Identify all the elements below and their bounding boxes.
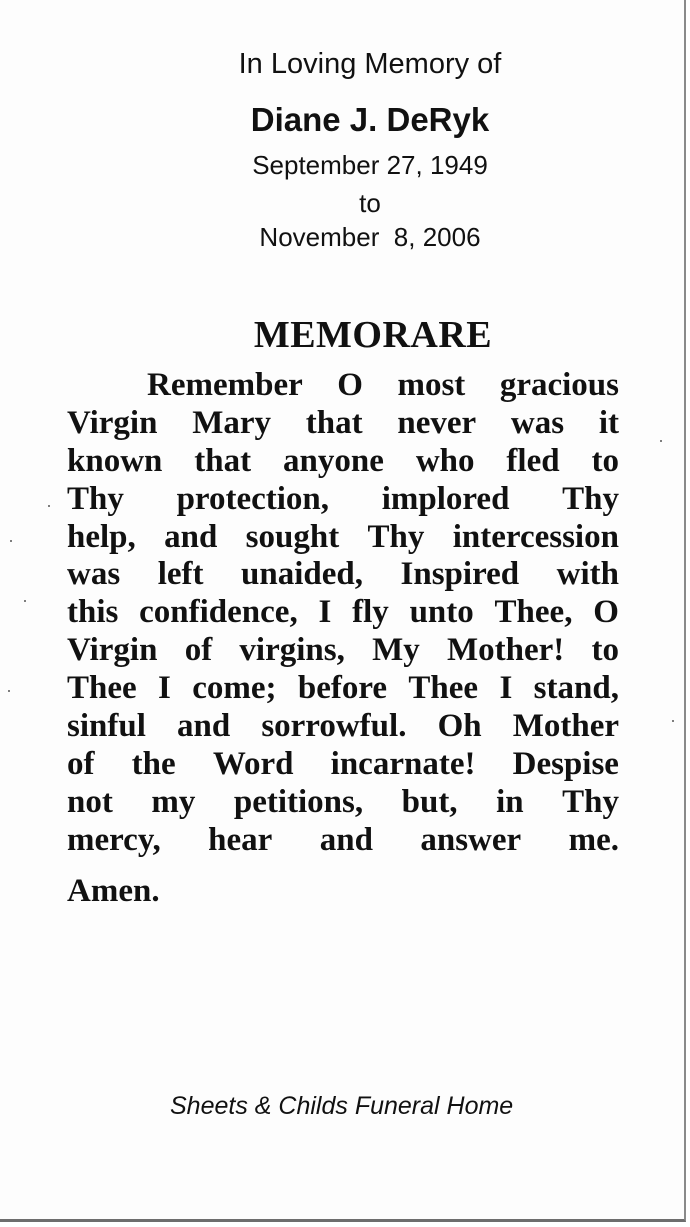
prayer-line: known that anyone who fled to <box>67 442 619 479</box>
prayer-body <box>67 367 619 860</box>
prayer-line: Virgin of virgins, My Mother! to <box>67 632 619 669</box>
scan-speck <box>8 690 10 692</box>
prayer-line: Remember O most gracious <box>147 367 619 403</box>
intro-text: In Loving Memory of <box>238 48 502 80</box>
birth-date: September 27, 1949 <box>252 150 488 180</box>
scan-speck <box>672 720 674 722</box>
prayer-line: help, and sought Thy intercession <box>67 518 619 555</box>
death-date: November 8, 2006 <box>259 222 481 252</box>
prayer-line: this confidence, I fly unto Thee, O <box>67 594 619 631</box>
scan-speck <box>660 440 662 442</box>
prayer-title: MEMORARE <box>253 314 493 356</box>
prayer-line: was left unaided, Inspired with <box>67 556 619 593</box>
prayer-line: Thee I come; before Thee I stand, <box>67 670 619 707</box>
funeral-home-name: Sheets & Childs Funeral Home <box>170 1092 514 1120</box>
prayer-line: not my petitions, but, in Thy <box>67 783 619 820</box>
scan-speck <box>48 505 50 507</box>
prayer-line: Virgin Mary that never was it <box>67 404 619 441</box>
scan-speck <box>24 600 26 602</box>
prayer-closing: Amen. <box>67 873 160 909</box>
prayer-line: of the Word incarnate! Despise <box>67 745 619 782</box>
deceased-name: Diane J. DeRyk <box>250 101 490 138</box>
prayer-line: mercy, hear and answer me. <box>67 821 619 858</box>
prayer-line: sinful and sorrowful. Oh Mother <box>67 708 619 745</box>
scan-speck <box>10 540 12 542</box>
prayer-line: Thy protection, implored Thy <box>67 480 619 517</box>
date-separator: to <box>359 188 381 218</box>
